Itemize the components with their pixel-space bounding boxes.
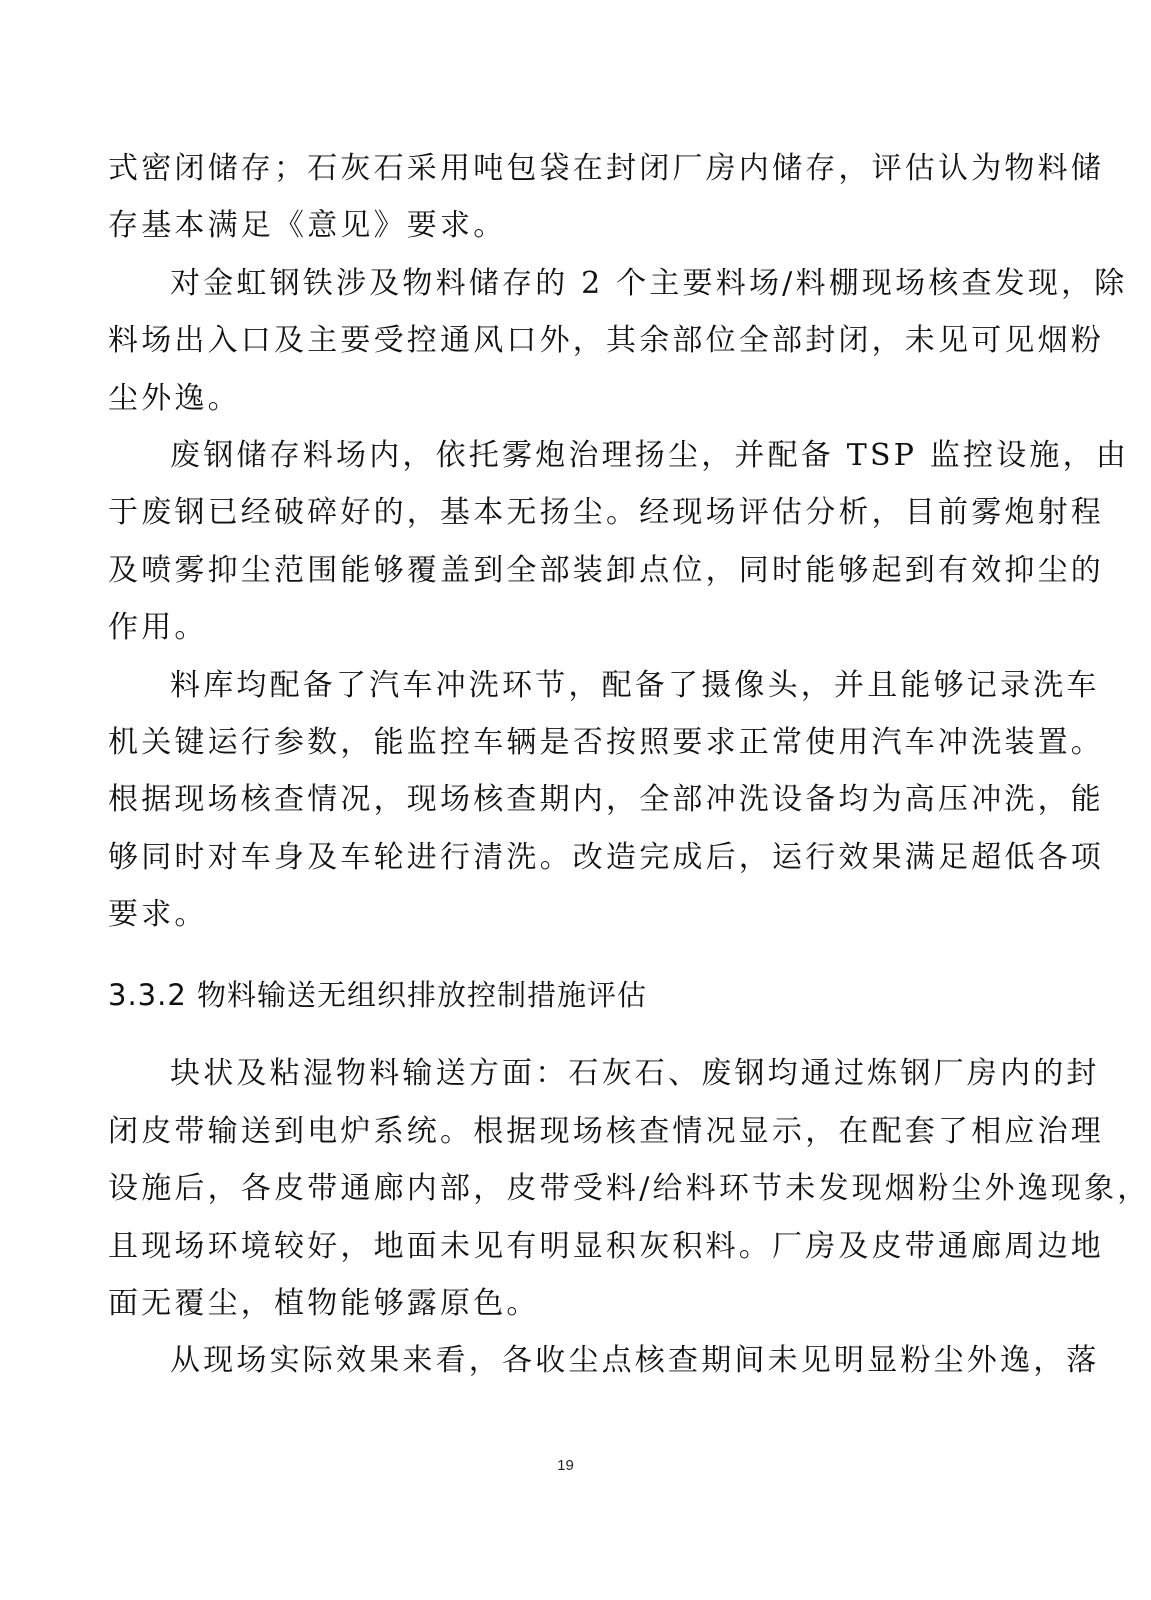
section-heading: 3.3.2 物料输送无组织排放控制措施评估 (108, 978, 648, 1013)
text-line: 及喷雾抑尘范围能够覆盖到全部装卸点位，同时能够起到有效抑尘的 (108, 552, 1104, 588)
text-line: 且现场环境较好，地面未见有明显积灰积料。厂房及皮带通廊周边地 (108, 1228, 1104, 1264)
text-line: 要求。 (108, 897, 208, 933)
document-body (108, 140, 1151, 1390)
text-line: 式密闭储存；石灰石采用吨包袋在封闭厂房内储存，评估认为物料储 (108, 151, 1104, 186)
paragraph-stockyard-inspection (108, 255, 1128, 427)
text-line: 废钢储存料场内，依托雾炮治理扬尘，并配备 TSP 监控设施，由 (170, 437, 1130, 473)
paragraph-dust-collection (108, 1332, 1100, 1389)
paragraph-material-conveying (108, 1045, 1151, 1332)
text-line: 从现场实际效果来看，各收尘点核查期间未见明显粉尘外逸，落 (170, 1343, 1100, 1379)
text-line: 尘外逸。 (108, 380, 241, 416)
text-line: 够同时对车身及车轮进行清洗。改造完成后，运行效果满足超低各项 (108, 839, 1104, 875)
paragraph-scrap-steel-yard (108, 427, 1130, 657)
text-line: 根据现场核查情况，现场核查期内，全部冲洗设备均为高压冲洗，能 (108, 782, 1104, 818)
page-number: 19 (557, 1457, 574, 1474)
text-line: 料场出入口及主要受控通风口外，其余部位全部封闭，未见可见烟粉 (108, 323, 1104, 359)
text-line: 作用。 (108, 610, 208, 646)
text-line: 料库均配备了汽车冲洗环节，配备了摄像头，并且能够记录洗车 (170, 667, 1100, 703)
paragraph-vehicle-washing (108, 657, 1104, 944)
text-line: 于废钢已经破碎好的，基本无扬尘。经现场评估分析，目前雾炮射程 (108, 495, 1104, 531)
text-line: 机关键运行参数，能监控车辆是否按照要求正常使用汽车冲洗装置。 (108, 724, 1104, 760)
text-line: 设施后，各皮带通廊内部，皮带受料/给料环节未发现烟粉尘外逸现象， (108, 1171, 1151, 1207)
text-line: 块状及粘湿物料输送方面：石灰石、废钢均通过炼钢厂房内的封 (170, 1056, 1100, 1092)
text-line: 闭皮带输送到电炉系统。根据现场核查情况显示，在配套了相应治理 (108, 1113, 1104, 1149)
text-line: 存基本满足《意见》要求。 (108, 208, 507, 244)
paragraph-storage-summary (108, 140, 1104, 255)
text-line: 对金虹钢铁涉及物料储存的 2 个主要料场/料棚现场核查发现，除 (170, 265, 1128, 301)
text-line: 面无覆尘，植物能够露原色。 (108, 1286, 540, 1322)
